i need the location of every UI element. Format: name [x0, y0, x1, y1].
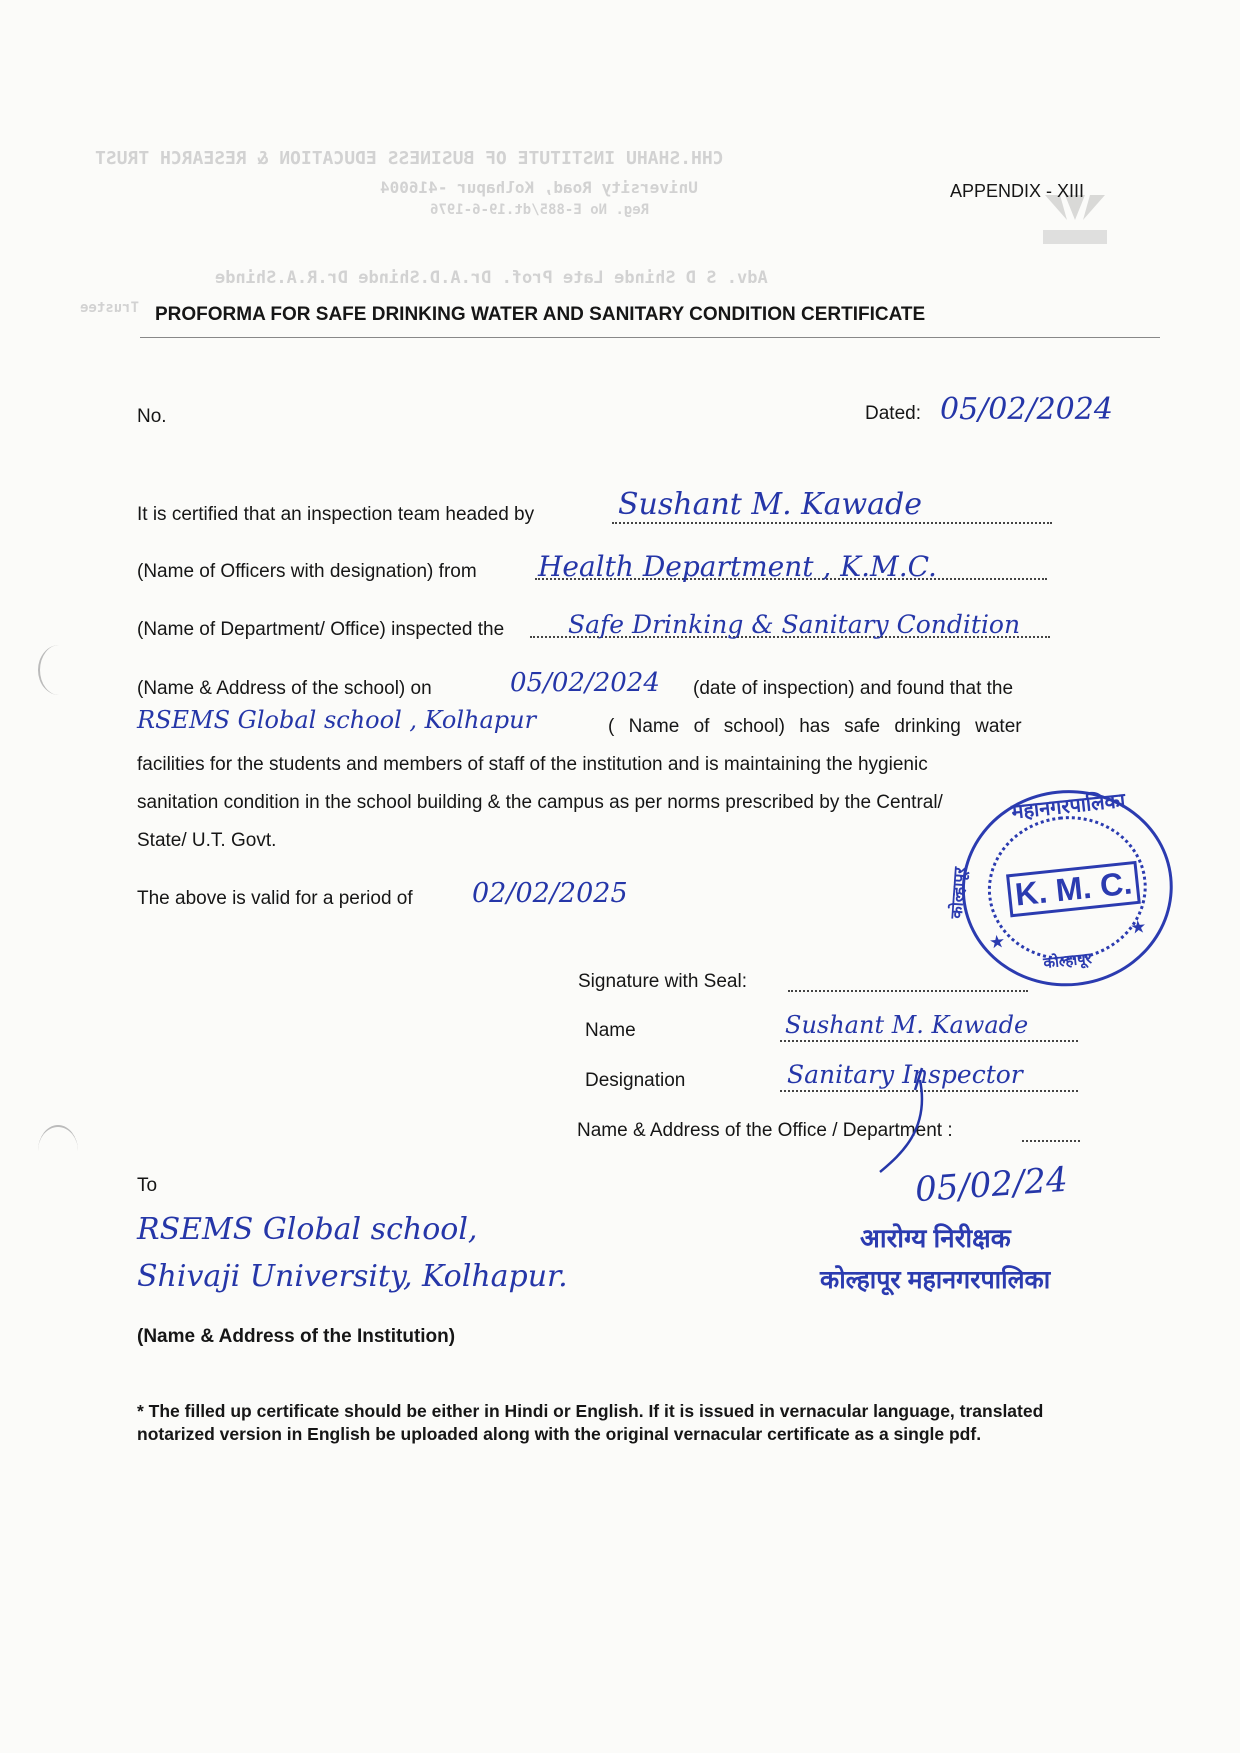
bleed-letterhead-names: Adv. S D Shinde Late Prof. Dr.A.D.Shinde Dr.R.A.Shinde: [215, 268, 768, 288]
footnote: * The filled up certificate should be either in Hindi or English. If it is issued in vernacular language, translated notarized version in English be uploaded along with the original vernacular certificate as a single pdf.: [137, 1401, 1044, 1444]
designation-label: Designation: [585, 1070, 686, 1091]
seal-star-right: ★: [1129, 916, 1148, 938]
officer-dotline: [612, 522, 1052, 524]
to-label: To: [137, 1175, 158, 1196]
seal-dotline: [788, 990, 1028, 992]
official-signature-hw: 05/02/24: [913, 1159, 1069, 1211]
official-stamp-line2: कोल्हापूर महानगरपालिका: [820, 1266, 1051, 1294]
office-label: Name & Address of the Office / Department :: [577, 1120, 953, 1141]
official-signature-stroke: [860, 1060, 1000, 1180]
seal-left-text: कोल्हापूर: [948, 866, 970, 920]
valid-until-hw: 02/02/2025: [472, 878, 628, 909]
seal-star-left: ★: [988, 931, 1007, 953]
office-dotline: [1022, 1140, 1080, 1142]
institution-caption: (Name & Address of the Institution): [137, 1326, 456, 1347]
officer-name-hw: Sushant M. Kawade: [618, 487, 922, 522]
line4-text: (Name & Address of the school) on: [137, 678, 432, 699]
seal-center-text: K. M. C.: [1006, 861, 1141, 917]
inspection-date-hw: 05/02/2024: [510, 668, 660, 698]
certificate-title: PROFORMA FOR SAFE DRINKING WATER AND SANITARY CONDITION CERTIFICATE: [155, 304, 926, 325]
title-rule: [140, 337, 1160, 338]
line6-text: facilities for the students and members of staff of the institution and is maintaining the hygienic: [137, 754, 928, 775]
line2-text: (Name of Officers with designation) from: [137, 561, 477, 582]
bleed-letterhead-line3: Reg. No E-885/dt.19-6-1976: [430, 202, 650, 218]
signatory-name-hw: Sushant M. Kawade: [785, 1011, 1029, 1039]
inspected-hw: Safe Drinking & Sanitary Condition: [568, 610, 1021, 639]
line5-suffix: ( Name of school) has safe drinking water: [608, 716, 1022, 737]
appendix-label: APPENDIX - XIII: [950, 181, 1085, 201]
line4-suffix: (date of inspection) and found that the: [693, 678, 1014, 699]
line1-text: It is certified that an inspection team headed by: [137, 504, 535, 525]
line8-text: State/ U.T. Govt.: [137, 830, 277, 851]
name-label: Name: [585, 1020, 636, 1041]
punch-hole-bottom: [38, 1125, 78, 1177]
bleed-letterhead-line1: CHH.SHAHU INSTITUTE OF BUSINESS EDUCATION & RESEARCH TRUST: [95, 148, 724, 169]
official-stamp-line1: आरोग्य निरीक्षक: [860, 1223, 1011, 1253]
designation-hw: Sanitary Inspector: [787, 1060, 1023, 1089]
line3-text: (Name of Department/ Office) inspected the: [137, 619, 505, 640]
bleed-letterhead-trustee: Trustee: [80, 300, 140, 316]
dated-value: 05/02/2024: [940, 392, 1113, 427]
recipient-line1-hw: RSEMS Global school,: [137, 1212, 478, 1247]
school-hw: RSEMS Global school , Kolhapur: [137, 706, 537, 734]
bleed-letterhead-line2: University Road, Kolhapur -416004: [380, 178, 698, 197]
seal-label: Signature with Seal:: [578, 971, 747, 992]
punch-hole-top: [38, 645, 80, 695]
no-label: No.: [137, 406, 167, 427]
recipient-line2-hw: Shivaji University, Kolhapur.: [137, 1259, 568, 1294]
kmc-round-seal: [948, 779, 1187, 1000]
seal-top-text: महानगरपालिका: [1010, 789, 1127, 824]
department-hw: Health Department , K.M.C.: [538, 550, 937, 583]
valid-text: The above is valid for a period of: [137, 888, 413, 909]
name-dotline: [780, 1040, 1078, 1042]
line7-text: sanitation condition in the school building & the campus as per norms prescribed by the Central/: [137, 792, 943, 813]
dated-label: Dated:: [865, 403, 921, 424]
seal-bottom-text: कोल्हापूर: [1042, 950, 1093, 973]
